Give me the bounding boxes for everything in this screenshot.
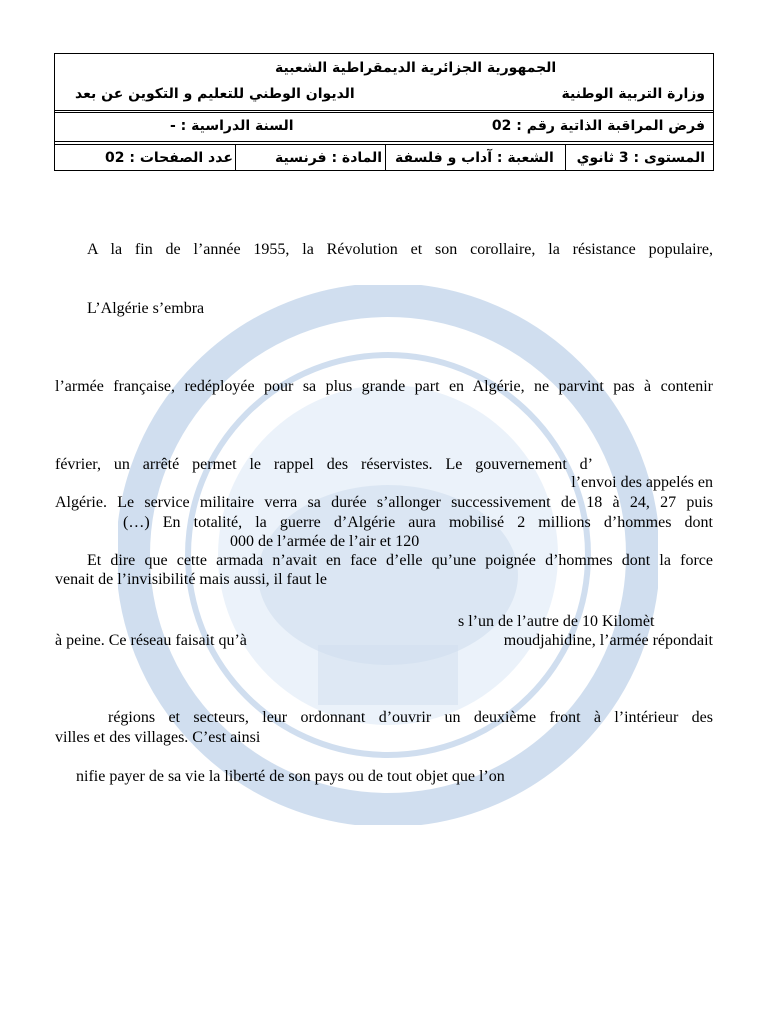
branch-field: الشعبة : آداب و فلسفة [395, 150, 554, 166]
cell-divider [385, 144, 386, 170]
school-year: السنة الدراسية : - [170, 118, 294, 134]
header-row-exam [55, 112, 713, 142]
paragraph-5-line-2: venait de l’invisibilité mais aussi, il faut le [55, 571, 327, 588]
paragraph-4-line-3: Algérie. Le service militaire verra sa durée s’allonger successivement de 18 à 24, 27 puis [55, 494, 713, 511]
paragraph-6-line-1: régions et secteurs, leur ordonnant d’ouvrir un deuxième front à l’intérieur des [108, 709, 713, 726]
cell-divider [235, 144, 236, 170]
paragraph-3: l’armée française, redéployée pour sa plus grande part en Algérie, ne parvint pas à contenir [55, 378, 713, 395]
republic-title: الجمهورية الجزائرية الديمقراطية الشعبية [275, 60, 557, 76]
paragraph-4-line-5: 000 de l’armée de l’air et 120 [230, 533, 420, 550]
paragraph-1: A la fin de l’année 1955, la Révolution et son corollaire, la résistance populaire, [87, 241, 713, 258]
paragraph-2: L’Algérie s’embra [87, 300, 205, 317]
paragraph-7: nifie payer de sa vie la liberté de son pays ou de tout objet que l’on [76, 768, 505, 785]
exam-title: فرض المراقبة الذاتية رقم : 02 [491, 118, 705, 134]
paragraph-4-line-2: l’envoi des appelés en [571, 474, 713, 491]
paragraph-5-line-4-start: à peine. Ce réseau faisait qu’à [55, 632, 247, 649]
level-field: المستوى : 3 ثانوي [576, 150, 705, 166]
exam-header [54, 53, 714, 171]
paragraph-5-line-3: s l’un de l’autre de 10 Kilomèt [458, 613, 655, 630]
header-row-details [55, 144, 713, 171]
header-row-institution [55, 54, 713, 111]
ministry-name: وزارة التربية الوطنية [561, 86, 705, 102]
paragraph-5-line-1: Et dire que cette armada n’avait en face d’elle qu’une poignée d’hommes dont la force [87, 552, 713, 569]
subject-field: المادة : فرنسية [275, 150, 383, 166]
paragraph-5-line-4-end: moudjahidine, l’armée répondait [503, 632, 713, 649]
cell-divider [565, 144, 566, 170]
paragraph-6-line-2: villes et des villages. C’est ainsi [55, 729, 261, 746]
paragraph-4-line-1: février, un arrêté permet le rappel des réservistes. Le gouvernement d’ [55, 456, 593, 473]
page-count-field: عدد الصفحات : 02 [105, 150, 233, 166]
office-name: الديوان الوطني للتعليم و التكوين عن بعد [75, 86, 355, 102]
paragraph-4-line-4: (…) En totalité, la guerre d’Algérie aura mobilisé 2 millions d’hommes dont [123, 514, 713, 531]
